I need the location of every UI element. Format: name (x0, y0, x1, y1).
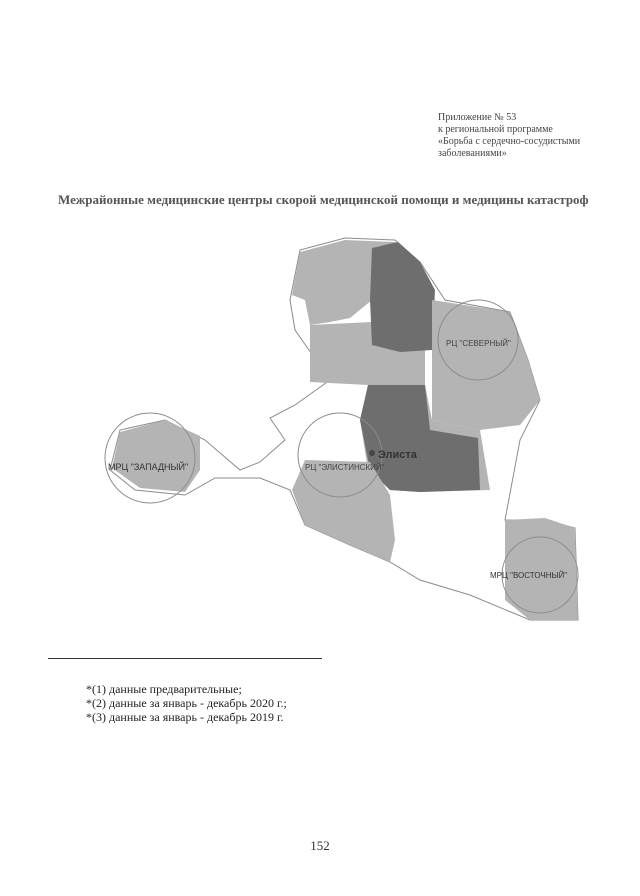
page-number: 152 (310, 838, 330, 853)
capital-marker (369, 450, 375, 456)
appendix-line-1: Приложение № 53 (438, 112, 517, 123)
district-north-east (432, 300, 540, 430)
footnotes (86, 682, 287, 724)
footnote-1: *(1) данные предварительные; (86, 682, 242, 696)
capital-label: Элиста (378, 449, 417, 461)
footnote-2: *(2) данные за январь - декабрь 2020 г.; (86, 696, 287, 710)
appendix-line-4: заболеваниями» (438, 148, 507, 159)
page-title: Межрайонные медицинские центры скорой медицинской помощи и медицины катастроф (58, 192, 589, 207)
center-label-east: МРЦ "ВОСТОЧНЫЙ" (490, 571, 568, 580)
district-west (112, 420, 200, 492)
appendix-line-2: к региональной программе (438, 124, 553, 135)
footnote-divider (48, 658, 322, 659)
center-label-central: РЦ "ЭЛИСТИНСКИЙ" (305, 463, 385, 472)
center-label-north-east: РЦ "СЕВЕРНЫЙ" (446, 339, 511, 348)
center-label-west: МРЦ "ЗАПАДНЫЙ" (108, 462, 189, 472)
appendix-line-3: «Борьба с сердечно-сосудистыми (438, 136, 581, 147)
footnote-3: *(3) данные за январь - декабрь 2019 г. (86, 710, 284, 724)
district-north-dark (370, 242, 435, 352)
